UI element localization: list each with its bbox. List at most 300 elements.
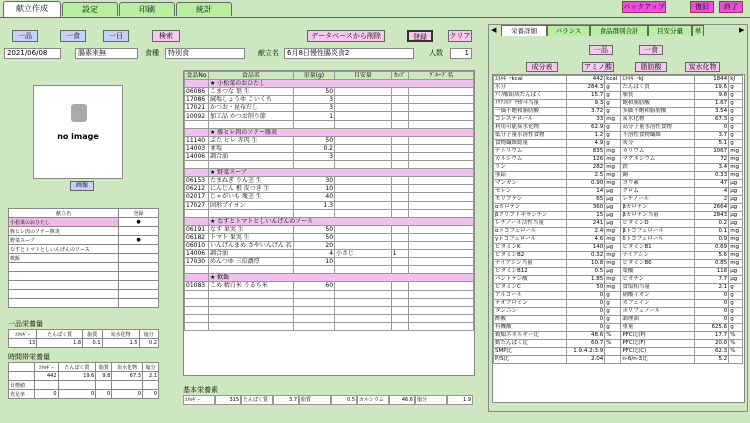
food-no[interactable]: 06153 <box>185 177 209 185</box>
food-no[interactable]: 01083 <box>185 282 209 290</box>
food-no[interactable] <box>185 322 209 330</box>
food-group-cell[interactable] <box>409 193 474 201</box>
food-no[interactable] <box>185 161 209 169</box>
food-m[interactable] <box>335 314 392 322</box>
food-no[interactable]: 17030 <box>185 258 209 266</box>
side-one-item-button[interactable]: 一品 <box>589 45 613 55</box>
food-no[interactable]: 17021 <box>185 104 209 112</box>
nutrient-cell: 15 <box>567 212 605 220</box>
food-group-row[interactable] <box>185 80 474 88</box>
dish-nutrition-title: 一品栄養量 <box>8 320 43 328</box>
nutrient-cell <box>605 348 621 356</box>
food-c[interactable] <box>391 225 409 233</box>
food-name[interactable]: たまねぎ りん茎 生 <box>208 177 293 185</box>
nutrient-cell: mg <box>605 180 621 188</box>
food-c[interactable] <box>391 152 409 160</box>
food-no[interactable] <box>185 298 209 306</box>
food-group-cell[interactable] <box>409 88 474 96</box>
food-no[interactable]: 14006 <box>185 152 209 160</box>
food-w[interactable]: 4 <box>293 250 334 258</box>
fatty-acid-button[interactable]: 脂肪酸 <box>635 62 667 72</box>
nutrient-cell: n-6/n-3比 <box>621 356 694 364</box>
nutrient-cell: 241 <box>567 220 605 228</box>
food-group-name[interactable]: ★ 小松菜のおひたし <box>208 80 473 88</box>
time-nutrition-cell <box>35 381 58 390</box>
food-group-row[interactable] <box>185 128 474 136</box>
register-button[interactable]: 登録 <box>407 30 433 42</box>
nutrient-cell: μg <box>729 204 743 212</box>
food-row[interactable] <box>185 136 474 144</box>
food-group-cell[interactable] <box>409 209 474 217</box>
food-no[interactable] <box>185 266 209 274</box>
food-row[interactable] <box>185 233 474 241</box>
food-row[interactable] <box>185 88 474 96</box>
cell <box>9 281 119 290</box>
food-c[interactable] <box>391 144 409 152</box>
food-group-row[interactable] <box>185 217 474 225</box>
nutrient-cell: g <box>605 140 621 148</box>
food-row[interactable] <box>185 258 474 266</box>
nutrient-cell: モリブデン <box>494 196 567 204</box>
side-tab-2[interactable]: 食品群別合計 <box>590 25 648 36</box>
image-placeholder-icon <box>71 104 87 122</box>
nutrient-cell: ナイアシン当量 <box>494 260 567 268</box>
food-m[interactable] <box>335 185 392 193</box>
food-c[interactable] <box>391 306 409 314</box>
food-group-cell[interactable] <box>409 250 474 258</box>
food-group-cell[interactable] <box>409 241 474 249</box>
food-name[interactable] <box>208 266 293 274</box>
menu-name-field[interactable]: 6月8日慢性腸炎食2 <box>284 48 414 59</box>
food-group-cell[interactable] <box>409 266 474 274</box>
date-field[interactable]: 2021/06/08 <box>4 48 61 59</box>
food-name[interactable]: 調合油 <box>208 152 293 160</box>
dish-nutrition-value: 0.1 <box>83 339 102 348</box>
side-one-meal-button[interactable]: 一食 <box>639 45 663 55</box>
food-m[interactable] <box>335 96 392 104</box>
food-c[interactable] <box>391 112 409 120</box>
nutrient-cell: g <box>729 284 743 292</box>
food-name[interactable] <box>208 322 293 330</box>
food-name[interactable] <box>208 120 293 128</box>
food-m[interactable] <box>335 225 392 233</box>
food-group-cell[interactable] <box>409 306 474 314</box>
nutrient-cell: 不溶性食物繊維 <box>621 132 694 140</box>
side-tabs <box>501 25 704 36</box>
menu-list-name[interactable]: 小松菜のおひたし <box>9 218 119 227</box>
food-row[interactable] <box>185 241 474 249</box>
food-c[interactable] <box>391 282 409 290</box>
food-name[interactable] <box>208 298 293 306</box>
food-w[interactable]: 1 <box>293 112 334 120</box>
food-c[interactable]: 1 <box>391 250 409 258</box>
food-group-cell[interactable] <box>409 290 474 298</box>
tab-menu-create[interactable]: 献立作成 <box>3 1 61 17</box>
food-m[interactable] <box>335 136 392 144</box>
food-m[interactable] <box>335 282 392 290</box>
food-name[interactable]: 調合油 <box>208 250 293 258</box>
food-name[interactable] <box>208 314 293 322</box>
tab-stats[interactable]: 統計 <box>176 2 232 16</box>
time-nutrition-row <box>9 390 159 399</box>
food-name[interactable]: 固形ブイヨン <box>208 201 293 209</box>
food-name[interactable]: いんげんまめ さやいんげん 若 <box>209 242 292 250</box>
food-m[interactable] <box>335 241 392 249</box>
food-c[interactable] <box>391 258 409 266</box>
food-name[interactable]: こまつな 葉 生 <box>208 88 293 96</box>
food-no[interactable] <box>185 306 209 314</box>
food-c[interactable] <box>391 136 409 144</box>
component-table-button[interactable]: 成分表 <box>526 62 558 72</box>
nutrient-cell: g <box>729 292 743 300</box>
food-row[interactable] <box>185 201 474 209</box>
food-group-cell[interactable] <box>409 96 474 104</box>
nutrient-row <box>494 284 743 292</box>
food-row[interactable] <box>185 144 474 152</box>
food-w[interactable]: 20 <box>293 241 334 249</box>
time-nutrition-cell: 19.6 <box>58 372 96 381</box>
food-name[interactable]: ぶた ヒレ 赤肉 生 <box>208 136 293 144</box>
food-group-cell[interactable] <box>409 298 474 306</box>
food-row[interactable] <box>185 225 474 233</box>
food-group-name[interactable]: ★ 豚ヒレ肉のソテー豚炎 <box>208 128 473 136</box>
dish-nutrition-value: 13 <box>9 339 37 348</box>
nutrient-cell: g <box>729 116 743 124</box>
food-name[interactable]: めんつゆ 三倍濃厚 <box>208 258 293 266</box>
food-m[interactable] <box>335 144 392 152</box>
food-name[interactable] <box>208 161 293 169</box>
food-w[interactable]: 30 <box>293 177 334 185</box>
food-m[interactable] <box>335 152 392 160</box>
nutrient-cell: g <box>605 316 621 324</box>
side-tab-right-arrow[interactable]: ▶ <box>739 26 745 34</box>
food-group-row[interactable] <box>185 169 474 177</box>
food-c[interactable] <box>391 177 409 185</box>
food-name[interactable]: にんじん 根 皮つき 生 <box>208 185 293 193</box>
nutrient-cell: 葉酸 <box>621 268 694 276</box>
nutrient-cell: 0 <box>694 292 728 300</box>
food-type-select[interactable]: 特別食 <box>165 48 245 59</box>
food-no[interactable]: 06212 <box>185 185 209 193</box>
food-name[interactable]: トマト 果実 生 <box>208 233 293 241</box>
side-tab-1[interactable]: バランス <box>547 25 590 36</box>
food-group-name[interactable]: ★ なすとトマトとしいんげんのソース <box>208 217 473 225</box>
one-meal-button[interactable]: 一食 <box>60 30 86 42</box>
food-w[interactable]: 10 <box>293 185 334 193</box>
food-row[interactable] <box>185 282 474 290</box>
food-row[interactable] <box>185 193 474 201</box>
menu-list-name[interactable]: 軟飯 <box>9 254 119 263</box>
food-w[interactable] <box>293 306 334 314</box>
food-m[interactable] <box>335 233 392 241</box>
food-name[interactable]: かつお・昆布だし <box>208 104 293 112</box>
food-no[interactable]: 06182 <box>185 233 209 241</box>
food-name[interactable] <box>208 209 293 217</box>
food-group-cell[interactable] <box>409 233 474 241</box>
food-group-row[interactable] <box>185 274 474 282</box>
food-w[interactable] <box>293 120 334 128</box>
food-w[interactable]: 3 <box>293 104 334 112</box>
food-c[interactable] <box>391 161 409 169</box>
nutrient-cell: g <box>605 108 621 116</box>
food-no[interactable]: 06086 <box>185 88 209 96</box>
food-c[interactable] <box>391 201 409 209</box>
amino-acid-button[interactable]: アミノ酸 <box>584 63 612 71</box>
food-w[interactable]: 0.2 <box>293 144 334 152</box>
time-nutrition-header-cell: 脂質 <box>96 363 112 372</box>
dish-nutrition-value: 1.5 <box>102 339 139 348</box>
food-c[interactable] <box>391 233 409 241</box>
nutrient-cell: マンガン <box>494 180 567 188</box>
food-row[interactable] <box>185 177 474 185</box>
nutrient-cell: g <box>729 324 743 332</box>
food-no[interactable] <box>185 209 209 217</box>
carbohydrate-button[interactable]: 炭水化物 <box>685 62 720 72</box>
nutrient-cell: g <box>729 84 743 92</box>
menu-list-table <box>8 208 159 308</box>
food-c[interactable] <box>391 120 409 128</box>
food-m[interactable] <box>335 120 392 128</box>
nutrient-cell: 銅 <box>621 172 694 180</box>
nutrient-cell: g <box>605 132 621 140</box>
food-m[interactable] <box>335 104 392 112</box>
food-c[interactable] <box>391 266 409 274</box>
food-group-cell[interactable] <box>409 201 474 209</box>
food-row[interactable] <box>185 104 474 112</box>
food-no[interactable]: 14006 <box>185 250 209 258</box>
menu-list-name[interactable]: 野菜スープ <box>9 236 119 245</box>
food-w[interactable] <box>293 322 334 330</box>
food-empty-row <box>185 209 474 217</box>
food-m[interactable] <box>335 298 392 306</box>
food-name[interactable] <box>208 290 293 298</box>
nutrient-cell: 60.7 <box>567 340 605 348</box>
food-w[interactable]: 60 <box>293 282 334 290</box>
food-no[interactable] <box>185 120 209 128</box>
food-c[interactable] <box>391 290 409 298</box>
food-w[interactable] <box>293 266 334 274</box>
food-group-cell[interactable] <box>409 152 474 160</box>
nutrient-row <box>494 92 743 100</box>
food-no[interactable]: 14003 <box>185 144 209 152</box>
clear-button[interactable]: クリア <box>449 32 471 40</box>
food-w[interactable]: 40 <box>293 193 334 201</box>
food-w[interactable]: 3 <box>293 96 334 104</box>
food-group-name[interactable]: ★ 軟飯 <box>208 274 473 282</box>
food-m[interactable] <box>335 258 392 266</box>
food-w[interactable] <box>293 209 334 217</box>
food-no[interactable]: 17086 <box>185 96 209 104</box>
food-c[interactable] <box>391 314 409 322</box>
food-no[interactable]: 17027 <box>185 201 209 209</box>
nutrient-row <box>494 292 743 300</box>
nutrient-cell <box>605 356 621 364</box>
food-m[interactable] <box>335 112 392 120</box>
nutrient-row <box>494 84 743 92</box>
food-group-cell[interactable] <box>409 120 474 128</box>
menu-list-row[interactable] <box>9 245 159 254</box>
side-tab-4[interactable]: 単 <box>692 25 704 36</box>
nutrient-cell: 重量 <box>621 324 694 332</box>
food-name[interactable] <box>208 306 293 314</box>
food-m[interactable] <box>335 306 392 314</box>
food-no[interactable] <box>185 290 209 298</box>
food-group-cell[interactable] <box>409 314 474 322</box>
food-w[interactable]: 50 <box>293 233 334 241</box>
food-group-cell[interactable] <box>409 322 474 330</box>
food-c[interactable] <box>391 96 409 104</box>
nutrient-cell: 0.5 <box>567 268 605 276</box>
food-w[interactable] <box>293 290 334 298</box>
exit-button[interactable]: 終了 <box>719 1 743 13</box>
food-row[interactable] <box>185 96 474 104</box>
nutrient-cell: 442 <box>567 76 605 84</box>
time-nutrition-header-cell <box>9 363 35 372</box>
menu-list-name[interactable]: 豚ヒレ肉のソテー豚炎 <box>9 227 119 236</box>
food-group-cell[interactable] <box>409 104 474 112</box>
food-w[interactable] <box>293 161 334 169</box>
image-button[interactable]: 画像 <box>70 181 94 191</box>
menu-name-label: 献立名 <box>258 49 279 57</box>
nutrient-cell: μg <box>729 268 743 276</box>
nutrient-cell: % <box>605 340 621 348</box>
food-c[interactable] <box>391 88 409 96</box>
tab-settings[interactable]: 設定 <box>62 2 118 16</box>
food-c[interactable] <box>391 322 409 330</box>
food-w[interactable] <box>293 298 334 306</box>
nutrient-cell: 0 <box>567 300 605 308</box>
food-w[interactable]: 50 <box>293 225 334 233</box>
food-row[interactable] <box>185 152 474 160</box>
nutrient-cell: kcal <box>605 76 621 84</box>
time-nutrition-header-cell: ｴﾈﾙｷﾞｰ <box>35 363 58 372</box>
nutrient-cell: 67.3 <box>694 116 728 124</box>
cell <box>9 299 119 308</box>
food-w[interactable]: 50 <box>293 88 334 96</box>
food-empty-row <box>185 314 474 322</box>
food-row[interactable] <box>185 250 474 258</box>
nutrient-row <box>494 300 743 308</box>
food-no[interactable]: 11140 <box>185 136 209 144</box>
food-m[interactable] <box>335 88 392 96</box>
food-group-cell[interactable] <box>409 136 474 144</box>
menu-list-row[interactable] <box>9 236 159 245</box>
tab-print[interactable]: 印刷 <box>119 2 175 16</box>
one-day-button[interactable]: 一日 <box>103 30 129 42</box>
food-name[interactable]: 並塩 <box>208 144 293 152</box>
food-c[interactable] <box>391 185 409 193</box>
side-tab-3[interactable]: 目安分量 <box>648 25 692 36</box>
food-name[interactable]: 加工品 かつお削り節 <box>208 112 293 120</box>
food-group-cell[interactable] <box>409 177 474 185</box>
food-group-cell[interactable] <box>409 161 474 169</box>
food-m[interactable] <box>335 266 392 274</box>
side-tab-0[interactable]: 栄養詳細 <box>501 25 547 36</box>
food-no[interactable]: 06191 <box>185 225 209 233</box>
food-name[interactable]: なす 果実 生 <box>208 225 293 233</box>
food-c[interactable] <box>391 209 409 217</box>
nutrient-row <box>494 116 743 124</box>
nutrient-cell: カルシウム <box>494 156 567 164</box>
food-w[interactable]: 10 <box>293 258 334 266</box>
restore-button[interactable]: 復旧 <box>690 1 714 13</box>
time-nutrition-header <box>9 363 159 372</box>
nutrient-cell: μg <box>605 244 621 252</box>
people-label: 人数 <box>429 49 443 57</box>
food-group-cell[interactable] <box>409 258 474 266</box>
food-group-cell[interactable] <box>409 144 474 152</box>
nutrient-cell: 低分子量水溶性食物 <box>494 132 567 140</box>
food-m[interactable] <box>335 322 392 330</box>
menu-list-row[interactable] <box>9 227 159 236</box>
food-m[interactable] <box>335 177 392 185</box>
dish-nutrition-table <box>8 329 159 348</box>
food-no[interactable]: 10092 <box>185 112 209 120</box>
time-nutrition-cell: 0 <box>35 390 58 399</box>
backup-button[interactable]: バックアップ <box>623 3 665 11</box>
basic-nutrient-label: 塩分 <box>415 395 447 405</box>
food-group-cell[interactable] <box>409 185 474 193</box>
nutrient-row <box>494 204 743 212</box>
one-item-button[interactable]: 一品 <box>12 30 38 42</box>
meal-time-select[interactable]: 腸素来無 <box>75 48 138 59</box>
food-no[interactable]: 02017 <box>185 193 209 201</box>
food-group-name[interactable]: ★ 野菜スープ <box>208 169 473 177</box>
delete-from-db-button[interactable]: データベースから削除 <box>307 30 385 42</box>
food-c[interactable] <box>391 298 409 306</box>
nutrient-cell: mg <box>605 156 621 164</box>
food-w[interactable]: 1.3 <box>293 201 334 209</box>
food-name[interactable]: じゃがいも 塊茎 生 <box>208 193 293 201</box>
food-m[interactable] <box>335 290 392 298</box>
side-tab-left-arrow[interactable]: ◀ <box>491 26 497 34</box>
nutrient-cell: 65 <box>567 196 605 204</box>
food-row[interactable] <box>185 185 474 193</box>
food-group-cell[interactable] <box>409 225 474 233</box>
food-m[interactable]: 小さじ <box>335 250 392 258</box>
food-no[interactable]: 06010 <box>185 241 209 249</box>
nutrient-cell: 利用可能炭水化物 <box>494 124 567 132</box>
food-w[interactable]: 50 <box>293 136 334 144</box>
food-no[interactable] <box>185 314 209 322</box>
food-row[interactable] <box>185 112 474 120</box>
food-m[interactable] <box>335 161 392 169</box>
food-w[interactable]: 3 <box>293 152 334 160</box>
food-m[interactable] <box>335 209 392 217</box>
nutrient-row <box>494 324 743 332</box>
food-c[interactable] <box>391 104 409 112</box>
food-w[interactable] <box>293 314 334 322</box>
menu-list-row[interactable] <box>9 254 159 263</box>
search-button[interactable]: 検索 <box>152 30 180 42</box>
food-group-cell[interactable] <box>409 282 474 290</box>
food-c[interactable] <box>391 193 409 201</box>
food-m[interactable] <box>335 193 392 201</box>
nutrient-cell: μg <box>729 180 743 188</box>
food-m[interactable] <box>335 201 392 209</box>
people-field[interactable]: 1 <box>450 48 472 59</box>
nutrient-cell: mg <box>605 236 621 244</box>
nutrient-cell: g <box>605 124 621 132</box>
menu-list-name[interactable]: なすとトマトとしいんげんのソース <box>9 245 119 254</box>
menu-list-row[interactable] <box>9 218 159 227</box>
time-nutrition-row <box>9 372 159 381</box>
food-c[interactable] <box>391 241 409 249</box>
food-name[interactable]: 減塩しょうゆ こいくち <box>208 96 293 104</box>
food-table <box>184 71 474 331</box>
food-group-cell[interactable] <box>409 112 474 120</box>
food-name[interactable]: こめ 精白米 うるち米 <box>208 282 293 290</box>
